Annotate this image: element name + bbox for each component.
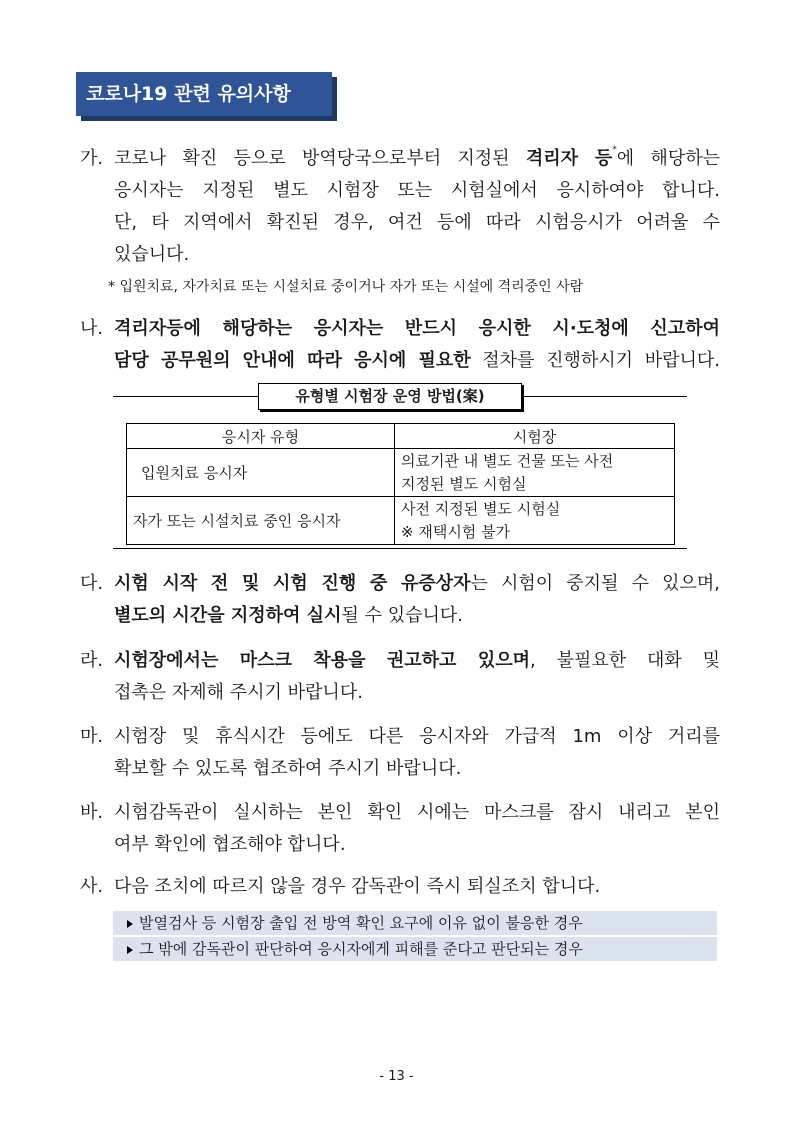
table-bottom-rule bbox=[113, 548, 687, 549]
item-na bbox=[80, 313, 720, 377]
item-na-line-1: 격리자등에 해당하는 응시자는 반드시 응시한 시·도청에 신고하여 bbox=[114, 318, 720, 339]
table-header-row bbox=[127, 424, 675, 449]
caption-rule-left bbox=[113, 396, 258, 397]
item-ga-line-4: 있습니다. bbox=[114, 244, 190, 265]
item-ga-line-2: 응시자는 지정된 별도 시험장 또는 시험실에서 응시하여야 합니다. bbox=[114, 180, 720, 201]
item-ra-line-1: 시험장에서는 마스크 착용을 권고하고 있으며, 불필요한 대화 및 bbox=[114, 650, 720, 671]
item-marker: 라. bbox=[80, 650, 104, 671]
item-da bbox=[80, 568, 720, 632]
item-ga bbox=[80, 143, 720, 271]
item-ma-line-1: 시험장 및 휴식시간 등에도 다른 응시자와 가급적 1m 이상 거리를 bbox=[114, 726, 720, 747]
table-header-cell: 시험장 bbox=[395, 424, 675, 449]
caption-rule-right bbox=[522, 396, 687, 397]
item-na-line-2: 담당 공무원의 안내에 따라 응시에 필요한 절차를 진행하시기 바랍니다. bbox=[114, 350, 720, 371]
table-row bbox=[127, 449, 675, 497]
item-sa-line-1: 다음 조치에 따르지 않을 경우 감독관이 즉시 퇴실조치 합니다. bbox=[114, 876, 601, 897]
item-ba-line-1: 시험감독관이 실시하는 본인 확인 시에는 마스크를 잠시 내리고 본인 bbox=[114, 802, 720, 823]
section-title-box bbox=[76, 72, 332, 116]
item-ma-line-2: 확보할 수 있도록 협조하여 주시기 바랍니다. bbox=[114, 758, 462, 779]
table-cell-venue: 사전 지정된 별도 시험실 ※ 재택시험 불가 bbox=[395, 497, 675, 545]
item-ra bbox=[80, 645, 720, 709]
notice-item: 발열검사 등 시험장 출입 전 방역 확인 요구에 이유 없이 불응한 경우 bbox=[113, 911, 717, 935]
table-cell-type: 자가 또는 시설치료 중인 응시자 bbox=[127, 497, 395, 545]
item-ra-line-2: 접촉은 자제해 주시기 바랍니다. bbox=[114, 682, 363, 703]
item-da-line-1: 시험 시작 전 및 시험 진행 중 유증상자는 시험이 중지될 수 있으며, bbox=[114, 573, 720, 594]
triangle-bullet-icon bbox=[127, 946, 133, 954]
notice-item: 그 밖에 감독관이 판단하여 응시자에게 피해를 준다고 판단되는 경우 bbox=[113, 937, 717, 961]
item-sa bbox=[80, 871, 720, 903]
item-ba bbox=[80, 797, 720, 861]
item-marker: 마. bbox=[80, 726, 104, 747]
footnote: * 입원치료, 자가치료 또는 시설치료 중이거나 자가 또는 시설에 격리중인 사람 bbox=[108, 279, 584, 295]
section-title: 코로나19 관련 유의사항 bbox=[86, 83, 291, 105]
table-header-cell: 응시자 유형 bbox=[127, 424, 395, 449]
item-ma bbox=[80, 721, 720, 785]
exam-venue-table bbox=[126, 423, 675, 545]
item-marker: 바. bbox=[80, 802, 104, 823]
table-row bbox=[127, 497, 675, 545]
table-cell-type: 입원치료 응시자 bbox=[127, 449, 395, 497]
item-da-line-2: 별도의 시간을 지정하여 실시될 수 있습니다. bbox=[114, 605, 463, 626]
item-ba-line-2: 여부 확인에 협조해야 합니다. bbox=[114, 834, 346, 855]
item-ga-line-3: 단, 타 지역에서 확진된 경우, 여건 등에 따라 시험응시가 어려울 수 bbox=[114, 212, 720, 233]
item-marker: 다. bbox=[80, 573, 104, 594]
table-cell-venue: 의료기관 내 별도 건물 또는 사전 지정된 별도 시험실 bbox=[395, 449, 675, 497]
table-caption: 유형별 시험장 운영 방법(案) bbox=[258, 383, 522, 410]
page-number: - 13 - bbox=[379, 1069, 414, 1084]
triangle-bullet-icon bbox=[127, 920, 133, 928]
item-marker: 나. bbox=[80, 318, 104, 339]
item-marker: 가. bbox=[80, 148, 104, 169]
item-marker: 사. bbox=[80, 876, 104, 897]
item-ga-line-1: 코로나 확진 등으로 방역당국으로부터 지정된 격리자 등*에 해당하는 bbox=[114, 145, 721, 169]
